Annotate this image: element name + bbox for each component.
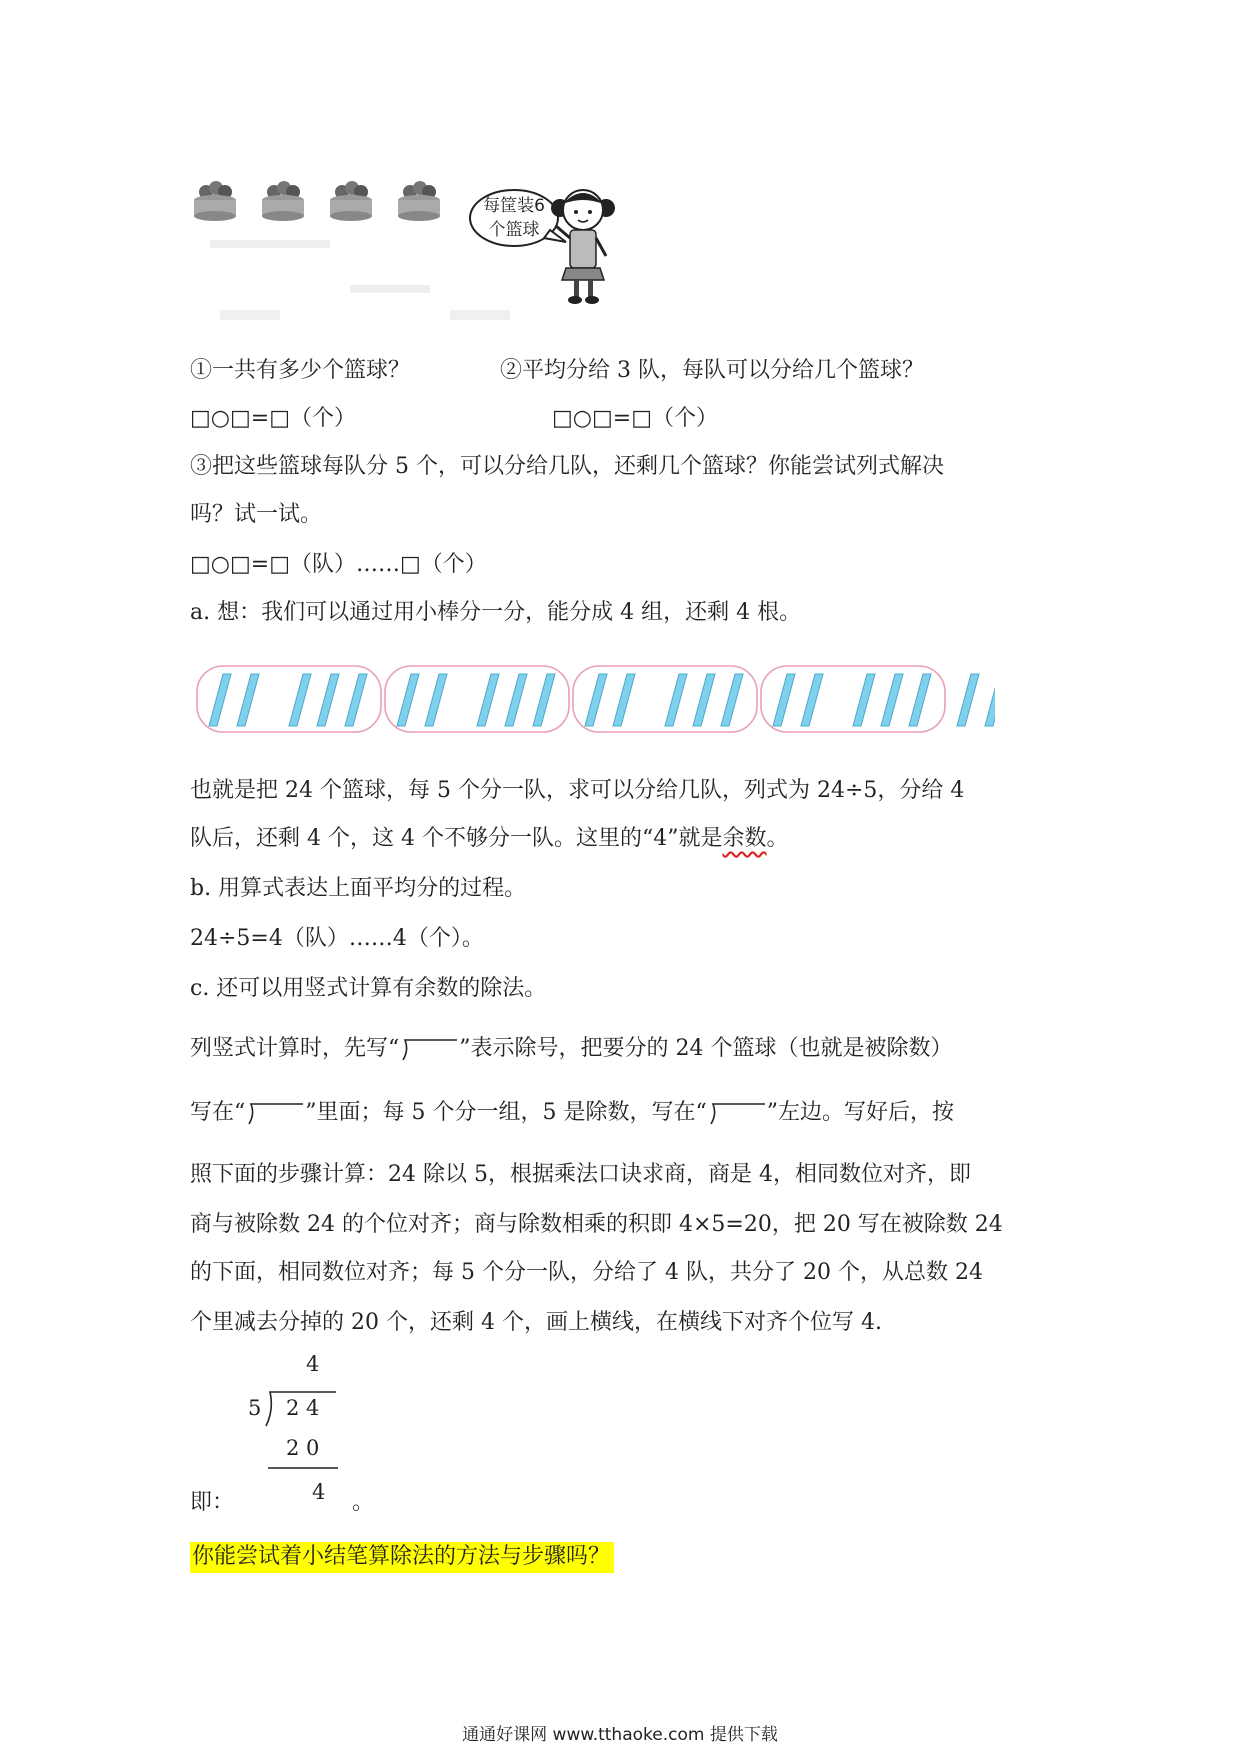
- divisor: 5: [248, 1396, 262, 1420]
- stick: [289, 674, 311, 726]
- vertical-form-line-2-b: ”里面；每 5 个分一组，5 是除数，写在“: [305, 1100, 707, 1125]
- vertical-form-line-1: [190, 1034, 952, 1064]
- vertical-form-line-6: 个里减去分掉的 20 个，还剩 4 个，画上横线，在横线下对齐个位写 4.: [190, 1310, 882, 1335]
- explanation-line-2-text: 队后，还剩 4 个，这 4 个不够分一队。这里的“4”就是: [190, 826, 723, 851]
- vertical-form-line-1-text: 列竖式计算时，先写“: [190, 1036, 400, 1061]
- explanation-line-1: 也就是把 24 个篮球，每 5 个分一队，求可以分给几队，列式为 24÷5，分给 4: [190, 778, 965, 803]
- remainder-term: 余数: [722, 826, 767, 851]
- long-division: [240, 1352, 370, 1507]
- basket-icon: [260, 178, 306, 222]
- stick: [801, 674, 823, 726]
- vertical-form-line-2-a: 写在“: [190, 1100, 246, 1125]
- division-bracket-icon: [399, 1038, 459, 1060]
- stick: [209, 674, 231, 726]
- sticks-diagram: [195, 660, 995, 740]
- explanation-line-2-end: 。: [766, 826, 789, 851]
- stick: [345, 674, 367, 726]
- full-equation: 24÷5=4（队）……4（个）。: [190, 926, 484, 951]
- stick: [881, 674, 903, 726]
- division-bracket-icon: [707, 1102, 767, 1124]
- stick: [721, 674, 743, 726]
- vertical-form-line-4: 商与被除数 24 的个位对齐；商与除数相乘的积即 4×5=20，把 20 写在被除数 24: [190, 1212, 1003, 1237]
- highlighted-question: 你能尝试着小结笔算除法的方法与步骤吗？: [190, 1542, 614, 1573]
- stick: [773, 674, 795, 726]
- stick: [425, 674, 447, 726]
- stick: [957, 674, 979, 726]
- girl-icon: [548, 180, 618, 310]
- equation-3-blanks[interactable]: □○□=□（队）……□（个）: [190, 552, 487, 577]
- vertical-form-line-2-c: ”左边。写好后，按: [766, 1100, 954, 1125]
- explanation-line-2: [190, 824, 789, 854]
- basket-icon: [328, 178, 374, 222]
- equation-1-blanks[interactable]: □○□=□（个）: [190, 406, 356, 431]
- vertical-form-line-2: [190, 1098, 954, 1128]
- summary-question: [190, 1542, 614, 1572]
- ji-label: 即：: [190, 1490, 235, 1515]
- stick: [237, 674, 259, 726]
- stick: [665, 674, 687, 726]
- division-lines-icon: [240, 1352, 370, 1507]
- stick: [585, 674, 607, 726]
- step-c-text: c. 还可以用竖式计算有余数的除法。: [190, 976, 547, 1001]
- quotient: 4: [306, 1352, 320, 1376]
- stick: [533, 674, 555, 726]
- vertical-form-line-1-rest: ”表示除号，把要分的 24 个篮球（也就是被除数）: [459, 1036, 953, 1061]
- step-a-text: a. 想：我们可以通过用小棒分一分，能分成 4 组，还剩 4 根。: [190, 600, 802, 625]
- stick: [853, 674, 875, 726]
- remainder: 4: [312, 1480, 326, 1504]
- stick: [909, 674, 931, 726]
- dividend: 2 4: [286, 1396, 320, 1420]
- stick: [477, 674, 499, 726]
- question-3-line1: ③把这些篮球每队分 5 个，可以分给几队，还剩几个篮球？你能尝试列式解决: [190, 454, 944, 479]
- stick: [317, 674, 339, 726]
- equation-2-blanks[interactable]: □○□=□（个）: [552, 406, 718, 431]
- question-1: ①一共有多少个篮球？: [190, 358, 411, 383]
- stick: [985, 674, 995, 726]
- ji-end: 。: [352, 1490, 375, 1515]
- basket-icon: [192, 178, 238, 222]
- stick: [693, 674, 715, 726]
- division-bracket-icon: [245, 1102, 305, 1124]
- stick: [613, 674, 635, 726]
- footer-text[interactable]: 通通好课网 www.tthaoke.com 提供下载: [462, 1725, 778, 1745]
- product: 2 0: [286, 1436, 320, 1460]
- stick: [397, 674, 419, 726]
- speech-bubble-text: 每筐装6个篮球: [483, 196, 545, 240]
- vertical-form-line-5: 的下面，相同数位对齐；每 5 个分一队，分给了 4 队，共分了 20 个，从总数 24: [190, 1260, 983, 1285]
- vertical-form-line-3: 照下面的步骤计算：24 除以 5，根据乘法口诀求商，商是 4，相同数位对齐，即: [190, 1162, 971, 1187]
- basket-icon: [396, 178, 442, 222]
- question-3-line2: 吗？试一试。: [190, 502, 323, 527]
- stick: [505, 674, 527, 726]
- question-2: ②平均分给 3 队，每队可以分给几个篮球？: [500, 358, 924, 383]
- step-b-text: b. 用算式表达上面平均分的过程。: [190, 876, 527, 901]
